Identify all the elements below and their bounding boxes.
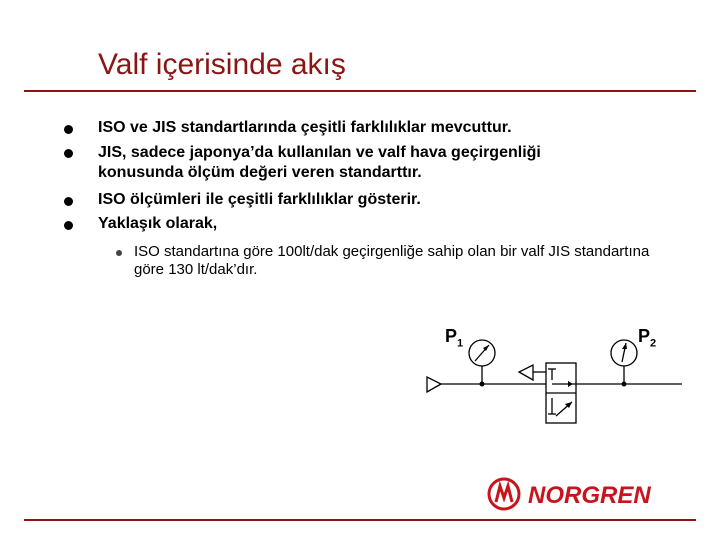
norgren-logo xyxy=(486,474,696,514)
footer-divider xyxy=(24,519,696,521)
pressure-source-icon xyxy=(427,377,441,392)
sub-bullet-1: ISO standartına göre 100lt/dak geçirgenliğe sahip olan bir valf JIS standartına göre 130 lt/dak’dır. xyxy=(134,243,650,278)
p1-label: $P_1$ xyxy=(445,326,464,350)
junction-dot xyxy=(480,382,485,387)
junction-dot xyxy=(622,382,627,387)
bullet-2: JIS, sadece japonya’da kullanılan ve valf hava geçirgenliği konusunda ölçüm değeri veren standarttır. xyxy=(98,144,541,181)
bullet-3: ISO ölçümleri ile çeşitli farklılıklar gösterir. xyxy=(98,191,421,208)
valve-actuator-icon xyxy=(519,365,533,380)
logo-wordmark: NORGREN xyxy=(528,482,651,509)
p2-label: $P_2$ xyxy=(638,326,657,350)
bullet-4: Yaklaşık olarak, xyxy=(98,215,218,232)
bullet-1: ISO ve JIS standartlarında çeşitli farklılıklar mevcuttur. xyxy=(98,119,512,136)
slide-title: Valf içerisinde akış xyxy=(98,48,346,81)
